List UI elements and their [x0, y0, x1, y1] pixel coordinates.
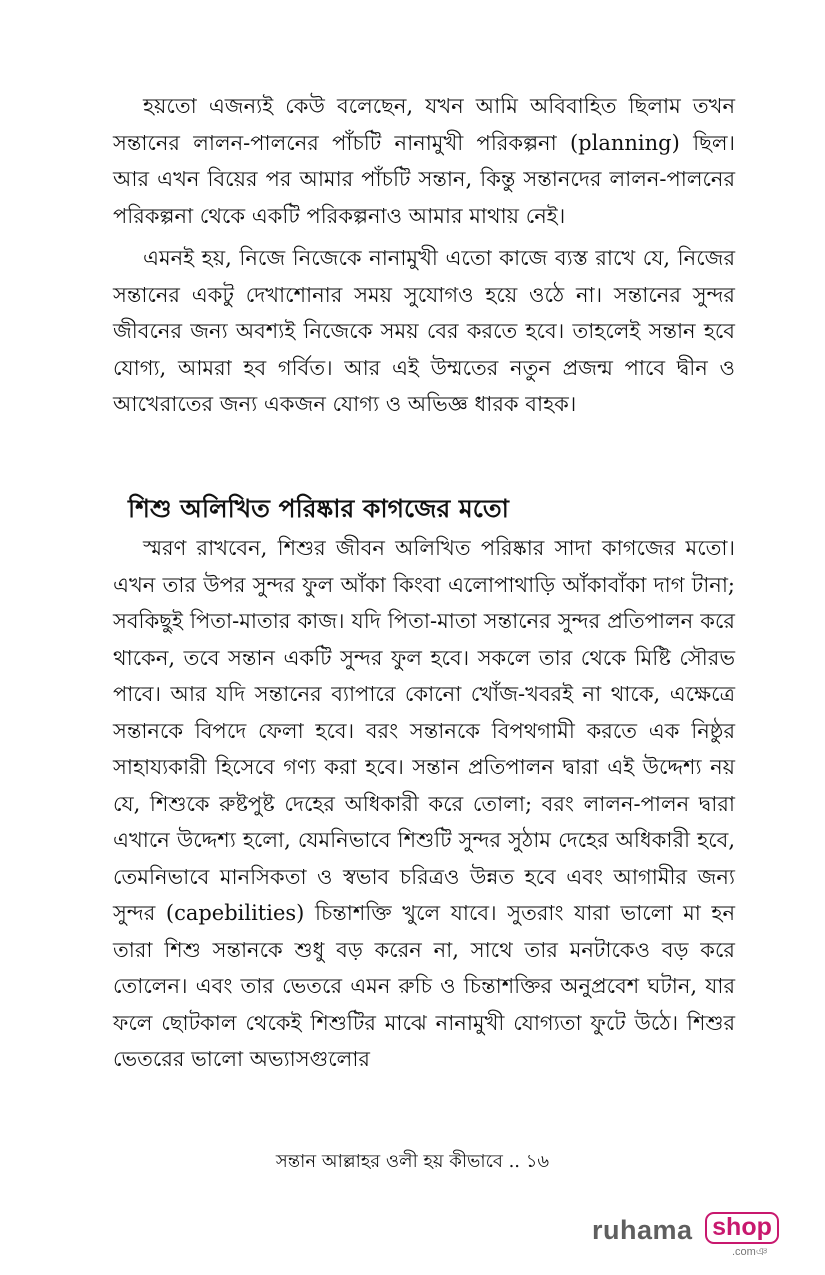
paragraph-1: হয়তো এজন্যই কেউ বলেছেন, যখন আমি অবিবাহিত ছিলাম তখন সন্তানের লালন-পালনের পাঁচটি নানামুখী পরিকল্পনা (planning) ছিল। আর এখন বিয়ের পর আমার পাঁচটি সন্তান, কিন্তু সন্তানদের লালন-পালনের পরিকল্পনা থেকে একটি পরিকল্পনাও আমার মাথায় নেই।	[113, 94, 735, 228]
page-footer: সন্তান আল্লাহর ওলী হয় কীভাবে .. ১৬	[275, 1151, 550, 1172]
paragraph-3: স্মরণ রাখবেন, শিশুর জীবন অলিখিত পরিষ্কার সাদা কাগজের মতো। এখন তার উপর সুন্দর ফুল আঁকা কিংবা এলোপাথাড়ি আঁকাবাঁকা দাগ টানা; সবকিছুই পিতা-মাতার কাজ। যদি পিতা-মাতা সন্তানের সুন্দর প্রতিপালন করে থাকেন, তবে সন্তান একটি সুন্দর ফুল হবে। সকলে তার থেকে মিষ্টি সৌরভ পাবে। আর যদি সন্তানের ব্যাপারে কোনো খোঁজ-খবরই না থাকে, এক্ষেত্রে সন্তানকে বিপদে ফেলা হবে। বরং সন্তানকে বিপথগামী করতে এক নিষ্ঠুর সাহায্যকারী হিসেবে গণ্য করা হবে। সন্তান প্রতিপালন দ্বারা এই উদ্দেশ্য নয় যে, শিশুকে রুষ্টপুষ্ট দেহের অধিকারী করে তোলা; বরং লালন-পালন দ্বারা এখানে উদ্দেশ্য হলো, যেমনিভাবে শিশুটি সুন্দর সুঠাম দেহের অধিকারী হবে, তেমনিভাবে মানসিকতা ও স্বভাব চরিত্রও উন্নত হবে এবং আগামীর জন্য সুন্দর (capebilities) চিন্তাশক্তি খুলে যাবে। সুতরাং যারা ভালো মা হন তারা শিশু সন্তানকে শুধু বড় করেন না, সাথে তার মনটাকেও বড় করে তোলেন। এবং তার ভেতরে এমন রুচি ও চিন্তাশক্তির অনুপ্রবেশ ঘটান, যার ফলে ছোটকাল থেকেই শিশুটির মাঝে নানামুখী যোগ্যতা ফুটে উঠে। শিশুর ভেতরের ভালো অভ্যাসগুলোর	[113, 536, 735, 1071]
paragraph-2: এমনই হয়, নিজে নিজেকে নানামুখী এতো কাজে ব্যস্ত রাখে যে, নিজের সন্তানের একটু দেখাশোনার সময় সুযোগও হয়ে ওঠে না। সন্তানের সুন্দর জীবনের জন্য অবশ্যই নিজেকে সময় বের করতে হবে। তাহলেই সন্তান হবে যোগ্য, আমরা হব গর্বিত। আর এই উম্মতের নতুন প্রজন্ম পাবে দ্বীন ও আখেরাতের জন্য একজন যোগ্য ও অভিজ্ঞ ধারক বাহক।	[113, 246, 735, 416]
ruhamashop-logo	[592, 1210, 782, 1256]
logo-shop-word: shop	[712, 1213, 772, 1241]
logo-word: ruhama	[592, 1215, 693, 1245]
logo-domain: .comঞ	[732, 1246, 768, 1258]
section-heading: শিশু অলিখিত পরিষ্কার কাগজের মতো	[128, 494, 509, 523]
logo-shop-badge	[705, 1212, 779, 1244]
